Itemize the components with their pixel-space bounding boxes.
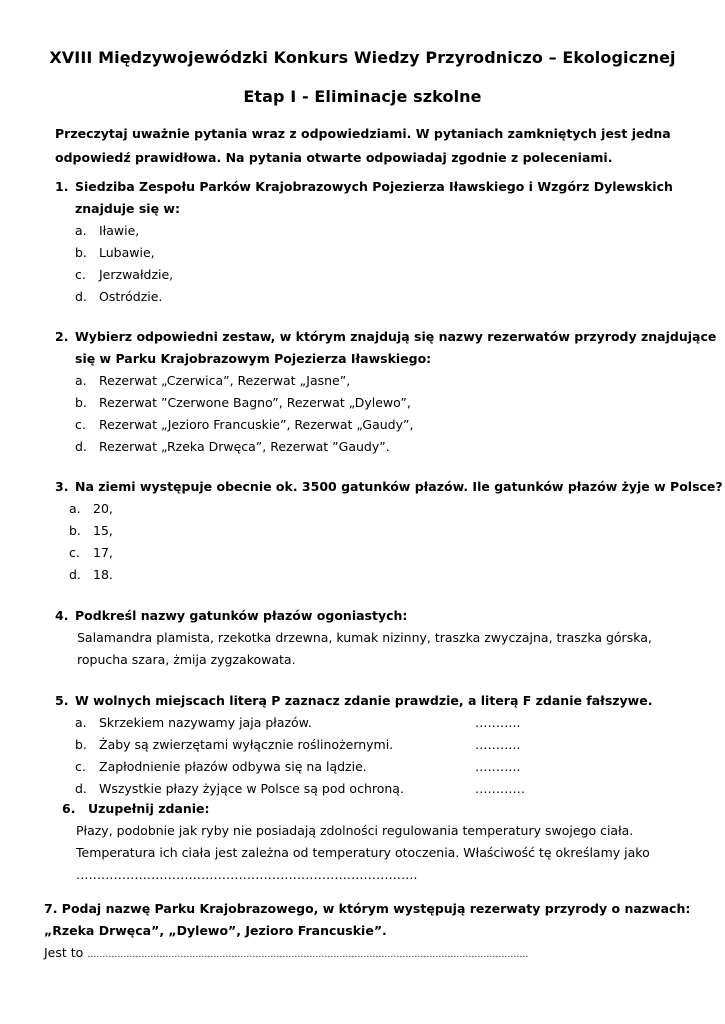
answer-blank-5c[interactable]: ………..	[475, 759, 521, 774]
question-5-text-line-1: W wolnych miejscach literą P zaznacz zdanie prawdzie, a literą F zdanie fałszywe.	[75, 693, 653, 708]
question-1-number: 1.	[55, 179, 69, 194]
question-6-sentence-line-1: Płazy, podobnie jak ryby nie posiadają zdolności regulowania temperatury swojego ciała.	[76, 823, 634, 838]
question-6-sentence-line-2: Temperatura ich ciała jest zależna od temperatury otoczenia. Właściwość tę określamy jako	[76, 845, 650, 860]
option-3a: a. 20,	[69, 501, 113, 516]
question-3-options	[55, 498, 723, 586]
option-1c: c. Jerzwałdzie,	[75, 267, 174, 282]
statement-5b: b. Żaby są zwierzętami wyłącznie roślinożernymi. ………..	[75, 734, 675, 756]
question-4-number: 4.	[55, 608, 69, 623]
option-2c: c. Rezerwat „Jezioro Francuskie”, Rezerwat „Gaudy”,	[75, 417, 414, 432]
question-1-options	[55, 220, 673, 308]
answer-blank-5b[interactable]: ………..	[475, 737, 521, 752]
instructions	[55, 122, 675, 170]
option-2b: b. Rezerwat ”Czerwone Bagno”, Rezerwat „Dylewo”,	[75, 395, 411, 410]
question-3-text-line-1: Na ziemi występuje obecnie ok. 3500 gatunków płazów. Ile gatunków płazów żyje w Polsce?	[75, 479, 723, 494]
statement-5c: c. Zapłodnienie płazów odbywa się na lądzie. ………..	[75, 756, 675, 778]
question-3	[55, 476, 723, 586]
question-4-species-line-1: Salamandra plamista, rzekotka drzewna, kumak nizinny, traszka zwyczajna, traszka górska,	[77, 630, 652, 645]
question-7-answer-line	[44, 942, 690, 966]
statement-5d: d. Wszystkie płazy żyjące w Polsce są pod ochroną. …………	[75, 778, 675, 800]
question-5	[55, 690, 652, 712]
question-5-statements	[75, 712, 675, 800]
option-3b: b. 15,	[69, 523, 113, 538]
question-2-number: 2.	[55, 329, 69, 344]
question-4-text-line-1: Podkreśl nazwy gatunków płazów ogoniastych:	[75, 608, 408, 623]
question-5-number: 5.	[55, 693, 69, 708]
question-7-answer-blank[interactable]: …………………………………………………………………………………………………………………………………	[87, 950, 529, 960]
question-2-text-line-1: Wybierz odpowiedni zestaw, w którym znajdują się nazwy rezerwatów przyrody znajdujące	[75, 329, 717, 344]
question-6-number: 6.	[62, 801, 76, 816]
question-7-text-line-2: „Rzeka Drwęca”, „Dylewo”, Jezioro Francuskie”.	[44, 923, 387, 938]
instructions-line-2: odpowiedź prawidłowa. Na pytania otwarte odpowiadaj zgodnie z poleceniami.	[55, 150, 613, 165]
option-1d: d. Ostródzie.	[75, 289, 163, 304]
option-2a: a. Rezerwat „Czerwica”, Rezerwat „Jasne”,	[75, 373, 351, 388]
option-1b: b. Lubawie,	[75, 245, 155, 260]
question-6	[62, 798, 210, 820]
option-3d: d. 18.	[69, 567, 113, 582]
question-2	[55, 326, 716, 458]
instructions-line-1: Przeczytaj uważnie pytania wraz z odpowiedziami. W pytaniach zamkniętych jest jedna	[55, 126, 671, 141]
question-1	[55, 176, 673, 308]
question-7-answer-label: Jest to	[44, 945, 84, 960]
question-1-text-line-2: znajduje się w:	[75, 201, 180, 216]
option-2d: d. Rezerwat „Rzeka Drwęca”, Rezerwat ”Gaudy”.	[75, 439, 390, 454]
question-2-options	[55, 370, 716, 458]
statement-5a: a. Skrzekiem nazywamy jaja płazów. ………..	[75, 712, 675, 734]
question-3-number: 3.	[55, 479, 69, 494]
question-6-sentence	[76, 820, 650, 886]
question-6-answer-blank[interactable]: ……………………………………………………………………….	[76, 867, 418, 882]
page-title: XVIII Międzywojewódzki Konkurs Wiedzy Przyrodniczo – Ekologicznej	[49, 48, 676, 67]
question-6-text-line-1: Uzupełnij zdanie:	[88, 801, 210, 816]
option-3c: c. 17,	[69, 545, 113, 560]
question-7	[44, 898, 690, 966]
page-subtitle: Etap I - Eliminacje szkolne	[243, 87, 482, 106]
question-7-text-line-1: 7. Podaj nazwę Parku Krajobrazowego, w którym występują rezerwaty przyrody o nazwach:	[44, 901, 691, 916]
option-1a: a. Iławie,	[75, 223, 140, 238]
question-4	[55, 605, 652, 671]
question-1-text-line-1: Siedziba Zespołu Parków Krajobrazowych Pojezierza Iławskiego i Wzgórz Dylewskich	[75, 179, 673, 194]
question-2-text-line-2: się w Parku Krajobrazowym Pojezierza Iławskiego:	[75, 351, 432, 366]
answer-blank-5d[interactable]: …………	[475, 781, 525, 796]
question-4-species-line-2: ropucha szara, żmija zygzakowata.	[77, 652, 296, 667]
answer-blank-5a[interactable]: ………..	[475, 715, 521, 730]
